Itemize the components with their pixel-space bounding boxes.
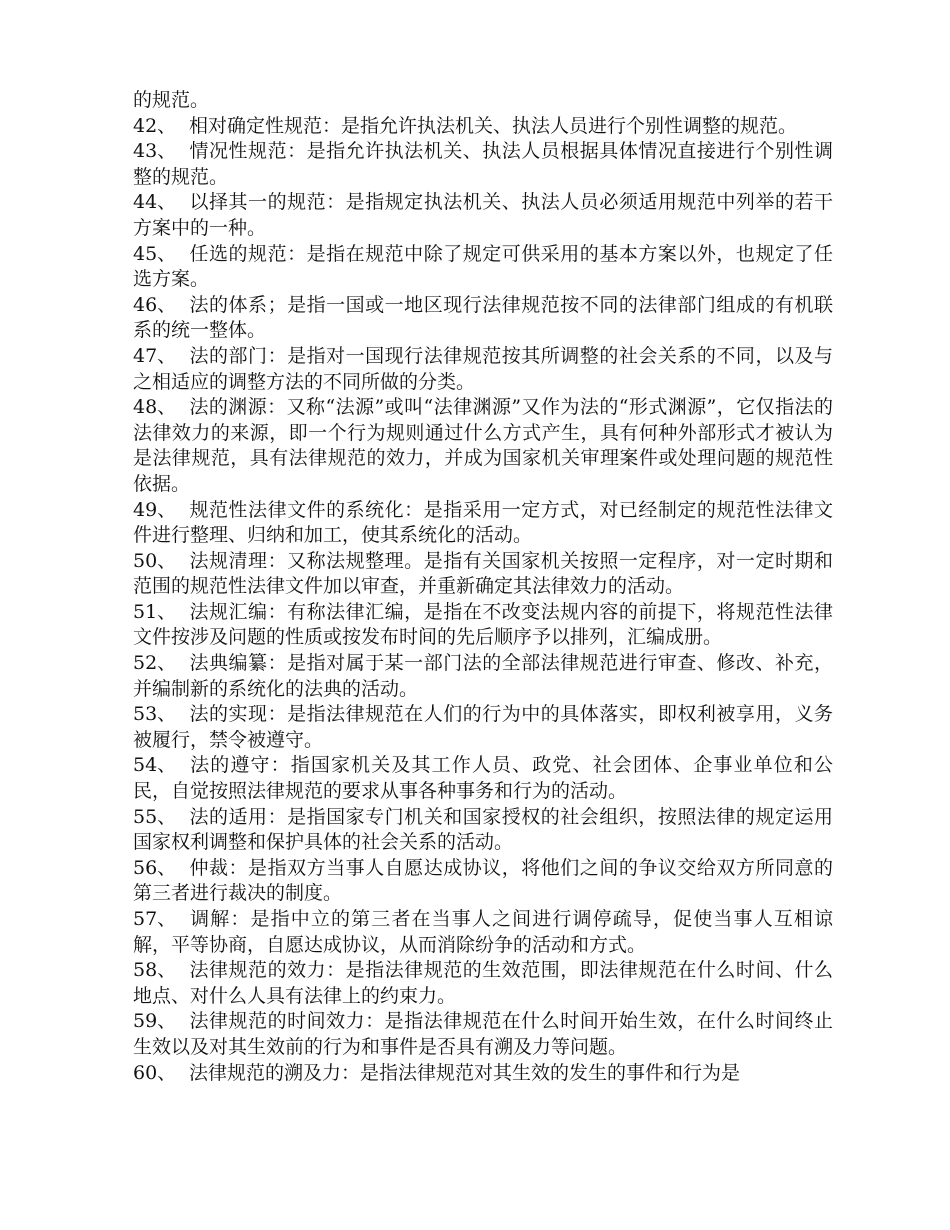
item-text: 法律规范的效力：是指法律规范的生效范围，即法律规范在什么时间、什么地点、对什么人具有法律上的约束力。	[133, 959, 833, 1007]
definition-item	[133, 753, 833, 804]
item-number: 46、	[133, 293, 177, 316]
item-number: 54、	[133, 754, 177, 777]
item-text: 任选的规范：是指在规范中除了规定可供采用的基本方案以外，也规定了任选方案。	[133, 242, 833, 291]
item-number: 49、	[133, 498, 177, 521]
definition-item	[133, 395, 833, 497]
definition-item	[133, 600, 833, 651]
item-text: 法的体系；是指一国或一地区现行法律规范按不同的法律部门组成的有机联系的统一整体。	[133, 293, 833, 342]
item-number: 43、	[133, 140, 177, 163]
item-number: 47、	[133, 344, 177, 367]
item-number: 51、	[133, 600, 177, 623]
definition-item	[133, 498, 833, 549]
item-number: 60、	[133, 1061, 177, 1084]
item-number: 50、	[133, 549, 177, 572]
item-text: 法典编纂：是指对属于某一部门法的全部法律规范进行审查、修改、补充，并编制新的系统化的法典的活动。	[133, 652, 833, 700]
definition-item	[133, 651, 833, 702]
definition-item	[133, 139, 833, 190]
item-text: 情况性规范：是指允许执法机关、执法人员根据具体情况直接进行个别性调整的规范。	[133, 140, 833, 188]
item-text: 法律规范的时间效力：是指法律规范在什么时间开始生效，在什么时间终止生效以及对其生效前的行为和事件是否具有溯及力等问题。	[133, 1010, 833, 1058]
item-number: 52、	[133, 652, 177, 675]
item-text: 以择其一的规范：是指规定执法机关、执法人员必须适用规范中列举的若干方案中的一种。	[133, 191, 833, 239]
item-number: 42、	[133, 114, 177, 137]
item-number: 53、	[133, 703, 177, 726]
item-number: 57、	[133, 908, 177, 930]
item-text: 法的适用：是指国家专门机关和国家授权的社会组织，按照法律的规定运用国家权利调整和保护具体的社会关系的活动。	[133, 805, 833, 854]
item-number: 48、	[133, 396, 177, 419]
item-number: 55、	[133, 805, 177, 828]
lead-text: 的规范。	[133, 89, 210, 111]
item-text: 调解：是指中立的第三者在当事人之间进行调停疏导，促使当事人互相谅解，平等协商，自愿达成协议，从而消除纷争的活动和方式。	[133, 908, 833, 956]
definition-item	[133, 1061, 833, 1087]
item-text: 法律规范的溯及力：是指法律规范对其生效的发生的事件和行为是	[189, 1061, 741, 1084]
item-text: 法的渊源：又称“法源”或叫“法律渊源”又作为法的“形式渊源”，它仅指法的法律效力的来源，即一个行为规则通过什么方式产生，具有何种外部形式才被认为是法律规范，具有法律规范的效力，并成为国家机关审理案件或处理问题的规范性依据。	[133, 396, 833, 495]
item-text: 相对确定性规范：是指允许执法机关、执法人员进行个别性调整的规范。	[189, 114, 798, 137]
definition-item	[133, 114, 833, 140]
item-number: 45、	[133, 242, 177, 265]
definition-item	[133, 702, 833, 753]
item-text: 法的实现：是指法律规范在人们的行为中的具体落实，即权利被享用，义务被履行，禁令被遵守。	[133, 703, 833, 751]
definition-list	[133, 114, 833, 1087]
item-text: 法的遵守：指国家机关及其工作人员、政党、社会团体、企事业单位和公民，自觉按照法律规范的要求从事各种事务和行为的活动。	[133, 754, 833, 803]
definition-item	[133, 856, 833, 907]
definition-item	[133, 242, 833, 293]
document-page	[133, 88, 833, 1086]
definition-item	[133, 344, 833, 395]
definition-item	[133, 907, 833, 958]
item-number: 44、	[133, 191, 177, 214]
item-number: 59、	[133, 1010, 177, 1033]
item-text: 法的部门：是指对一国现行法律规范按其所调整的社会关系的不同，以及与之相适应的调整方法的不同所做的分类。	[133, 344, 833, 393]
definition-item	[133, 190, 833, 241]
definition-item	[133, 549, 833, 600]
item-number: 58、	[133, 959, 177, 982]
definition-item	[133, 293, 833, 344]
item-text: 法规汇编：有称法律汇编，是指在不改变法规内容的前提下，将规范性法律文件按涉及问题的性质或按发布时间的先后顺序予以排列，汇编成册。	[133, 600, 833, 649]
item-text: 规范性法律文件的系统化：是指采用一定方式，对已经制定的规范性法律文件进行整理、归纳和加工，使其系统化的活动。	[133, 498, 833, 547]
item-number: 56、	[133, 856, 177, 879]
definition-item	[133, 1009, 833, 1060]
definition-item	[133, 958, 833, 1009]
item-text: 法规清理：又称法规整理。是指有关国家机关按照一定程序，对一定时期和范围的规范性法律文件加以审查，并重新确定其法律效力的活动。	[133, 549, 833, 598]
item-text: 仲裁：是指双方当事人自愿达成协议，将他们之间的争议交给双方所同意的第三者进行裁决的制度。	[133, 856, 833, 905]
definition-item	[133, 805, 833, 856]
